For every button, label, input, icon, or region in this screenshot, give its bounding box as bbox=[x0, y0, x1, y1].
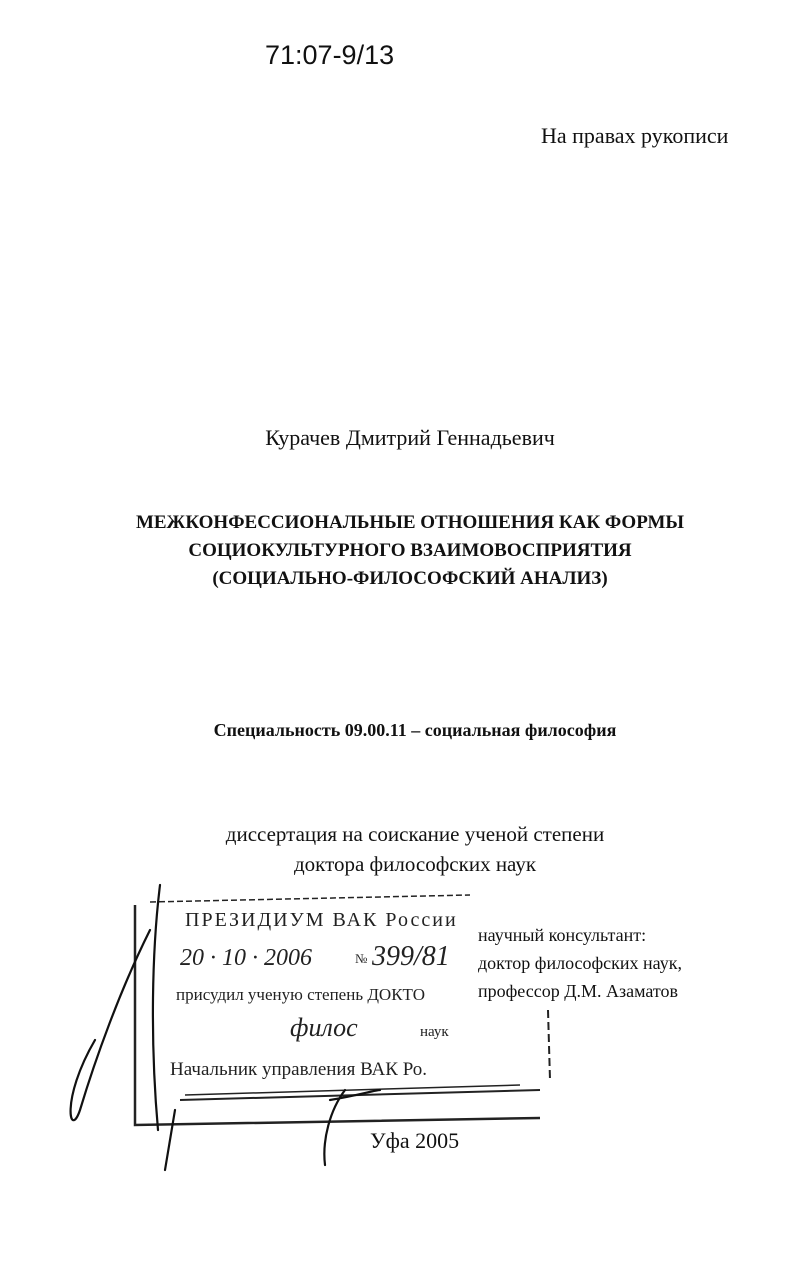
consultant-label: научный консультант: bbox=[478, 925, 647, 945]
specialty: Специальность 09.00.11 – социальная философия bbox=[213, 720, 617, 740]
city-year: Уфа 2005 bbox=[370, 1128, 460, 1153]
stamp-science: наук bbox=[420, 1024, 449, 1040]
stamp-footer: Начальник управления ВАК Ро. bbox=[170, 1059, 428, 1080]
rights-note: На правах рукописи bbox=[541, 123, 729, 148]
stamp-date: 20 · 10 · 2006 bbox=[180, 945, 312, 971]
dissertation-line: диссертация на соискание ученой степени bbox=[225, 822, 605, 846]
stamp-number-sign: № bbox=[355, 951, 368, 966]
author-name: Курачев Дмитрий Геннадьевич bbox=[265, 425, 555, 450]
title-line: СОЦИОКУЛЬТУРНОГО ВЗАИМОВОСПРИЯТИЯ bbox=[188, 540, 632, 561]
stamp-number: 399/81 bbox=[372, 941, 450, 972]
stamp-degree-line: присудил ученую степень ДОКТО bbox=[176, 985, 425, 1004]
stamp-header: ПРЕЗИДИУМ ВАК России bbox=[185, 909, 458, 931]
title-line: (СОЦИАЛЬНО-ФИЛОСОФСКИЙ АНАЛИЗ) bbox=[212, 568, 608, 589]
stamp-field: филос bbox=[290, 1013, 358, 1042]
registration-code: 71:07-9/13 bbox=[265, 40, 395, 70]
dissertation-line: доктора философских наук bbox=[293, 852, 537, 876]
consultant-name: профессор Д.М. Азаматов bbox=[478, 981, 679, 1001]
title-line: МЕЖКОНФЕССИОНАЛЬНЫЕ ОТНОШЕНИЯ КАК ФОРМЫ bbox=[135, 512, 685, 533]
consultant-degree: доктор философских наук, bbox=[478, 953, 682, 973]
